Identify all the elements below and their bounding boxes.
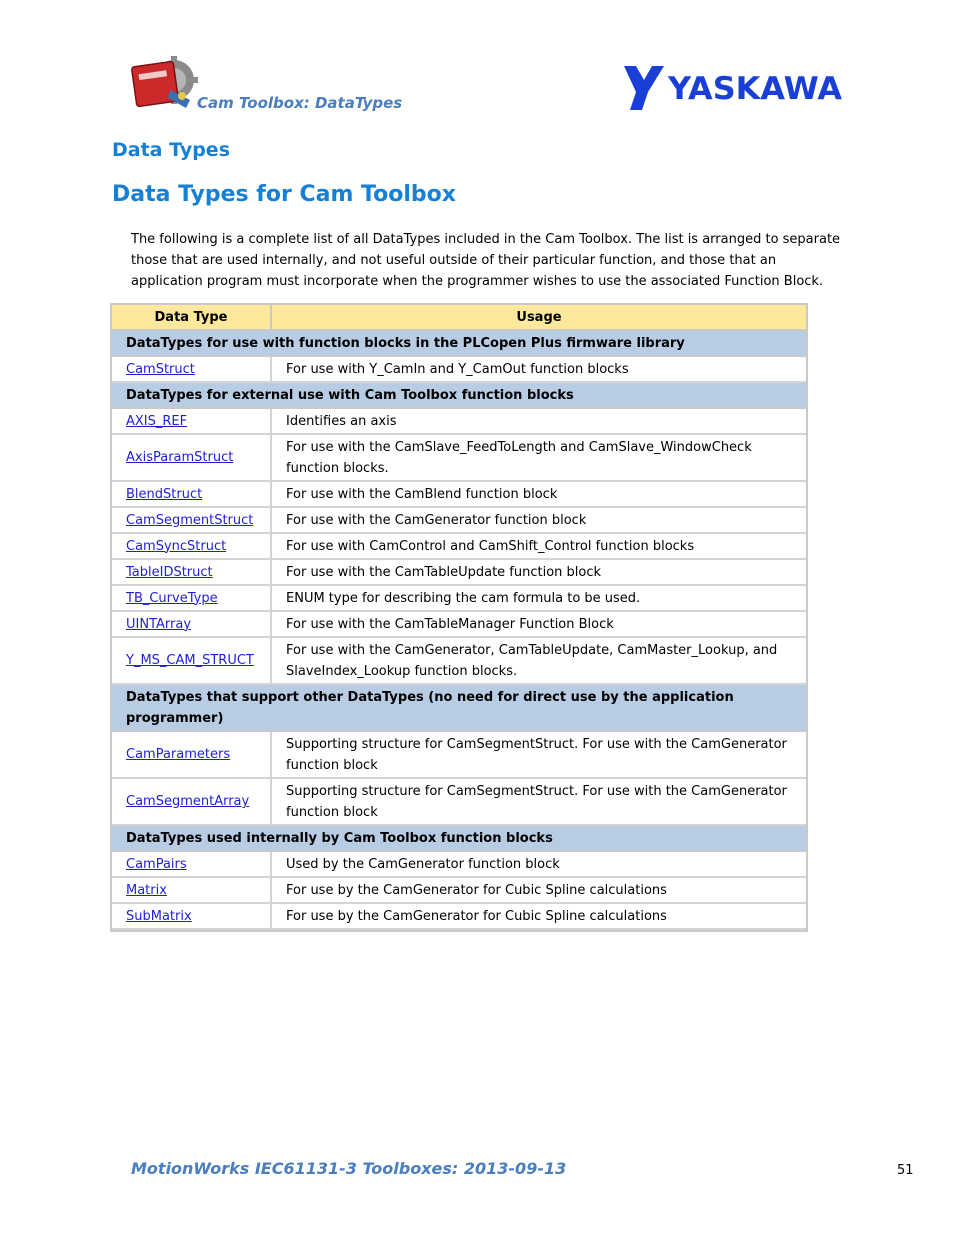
data-type-cell xyxy=(112,409,272,435)
table-row xyxy=(112,508,806,534)
usage-cell: Supporting structure for CamSegmentStruct. For use with the CamGenerator function block xyxy=(272,732,806,779)
data-type-cell xyxy=(112,779,272,826)
table-row xyxy=(112,612,806,638)
data-type-cell xyxy=(112,638,272,685)
data-type-cell xyxy=(112,357,272,383)
toolbox-badge-icon xyxy=(130,56,198,112)
table-row xyxy=(112,638,806,685)
page-number: 51 xyxy=(897,1163,914,1178)
usage-cell: For use with Y_CamIn and Y_CamOut function blocks xyxy=(272,357,806,383)
table-row xyxy=(112,482,806,508)
page-title: Data Types for Cam Toolbox xyxy=(112,182,456,207)
data-type-cell xyxy=(112,732,272,779)
usage-cell: For use with CamControl and CamShift_Control function blocks xyxy=(272,534,806,560)
header-title: Cam Toolbox: DataTypes xyxy=(197,94,403,112)
column-header-data-type: Data Type xyxy=(112,305,272,331)
table-group-row xyxy=(112,826,806,852)
group-title: DataTypes that support other DataTypes (no need for direct use by the application programmer) xyxy=(112,685,806,732)
usage-cell: For use with the CamTableUpdate function block xyxy=(272,560,806,586)
table-group-row xyxy=(112,383,806,409)
data-type-link[interactable]: AXIS_REF xyxy=(126,413,188,429)
table-row xyxy=(112,586,806,612)
data-type-link[interactable]: CamSegmentArray xyxy=(126,794,250,809)
group-title: DataTypes for external use with Cam Toolbox function blocks xyxy=(112,383,806,409)
table-row xyxy=(112,357,806,383)
table-row xyxy=(112,904,806,930)
data-type-cell xyxy=(112,586,272,612)
group-title: DataTypes used internally by Cam Toolbox function blocks xyxy=(112,826,806,852)
group-title: DataTypes for use with function blocks in the PLCopen Plus firmware library xyxy=(112,331,806,357)
footer-text: MotionWorks IEC61131-3 Toolboxes: 2013-09-13 xyxy=(131,1159,567,1178)
data-type-cell xyxy=(112,878,272,904)
usage-cell: For use by the CamGenerator for Cubic Spline calculations xyxy=(272,878,806,904)
table-row xyxy=(112,732,806,779)
table-row xyxy=(112,560,806,586)
table-row xyxy=(112,435,806,482)
yaskawa-logo xyxy=(622,64,844,112)
data-type-link[interactable]: BlendStruct xyxy=(126,486,203,502)
usage-cell: For use with the CamBlend function block xyxy=(272,482,806,508)
data-type-cell xyxy=(112,612,272,638)
data-type-link[interactable]: AxisParamStruct xyxy=(126,450,234,465)
data-type-cell xyxy=(112,904,272,930)
data-type-link[interactable]: CamParameters xyxy=(126,747,231,762)
section-heading: Data Types xyxy=(112,139,230,161)
table-group-row xyxy=(112,331,806,357)
usage-cell: For use by the CamGenerator for Cubic Spline calculations xyxy=(272,904,806,930)
data-types-table xyxy=(110,303,808,932)
brand-text: YASKAWA xyxy=(666,71,843,107)
data-type-link[interactable]: UINTArray xyxy=(126,616,192,632)
data-type-link[interactable]: CamStruct xyxy=(126,361,195,377)
data-type-link[interactable]: TableIDStruct xyxy=(126,564,213,580)
usage-cell: For use with the CamGenerator, CamTableUpdate, CamMaster_Lookup, and SlaveIndex_Lookup function blocks. xyxy=(272,638,806,685)
usage-cell: For use with the CamGenerator function block xyxy=(272,508,806,534)
table-row xyxy=(112,409,806,435)
usage-cell: For use with the CamSlave_FeedToLength and CamSlave_WindowCheck function blocks. xyxy=(272,435,806,482)
data-type-cell xyxy=(112,508,272,534)
data-type-link[interactable]: CamPairs xyxy=(126,856,187,872)
data-type-cell xyxy=(112,534,272,560)
data-type-link[interactable]: Matrix xyxy=(126,882,167,898)
table-row xyxy=(112,878,806,904)
usage-cell: Identifies an axis xyxy=(272,409,806,435)
column-header-usage: Usage xyxy=(272,305,806,331)
table-row xyxy=(112,852,806,878)
table-body xyxy=(112,331,806,930)
data-type-link[interactable]: TB_CurveType xyxy=(126,590,218,606)
usage-cell: Supporting structure for CamSegmentStruct. For use with the CamGenerator function block xyxy=(272,779,806,826)
data-type-cell xyxy=(112,852,272,878)
intro-paragraph: The following is a complete list of all DataTypes included in the Cam Toolbox. The list is arranged to separate those that are used internally, and not useful outside of their particular function, and those that an application program must incorporate when the programmer wishes to use the associated Function Block. xyxy=(131,232,841,289)
table-row xyxy=(112,779,806,826)
data-type-cell xyxy=(112,435,272,482)
data-type-cell xyxy=(112,482,272,508)
table-row xyxy=(112,534,806,560)
data-type-link[interactable]: CamSyncStruct xyxy=(126,538,227,554)
usage-cell: Used by the CamGenerator function block xyxy=(272,852,806,878)
usage-cell: For use with the CamTableManager Function Block xyxy=(272,612,806,638)
data-type-link[interactable]: Y_MS_CAM_STRUCT xyxy=(126,653,254,668)
table-header-row xyxy=(112,305,806,331)
usage-cell: ENUM type for describing the cam formula to be used. xyxy=(272,586,806,612)
data-type-cell xyxy=(112,560,272,586)
data-type-link[interactable]: SubMatrix xyxy=(126,908,192,924)
data-type-link[interactable]: CamSegmentStruct xyxy=(126,512,254,528)
table-group-row xyxy=(112,685,806,732)
